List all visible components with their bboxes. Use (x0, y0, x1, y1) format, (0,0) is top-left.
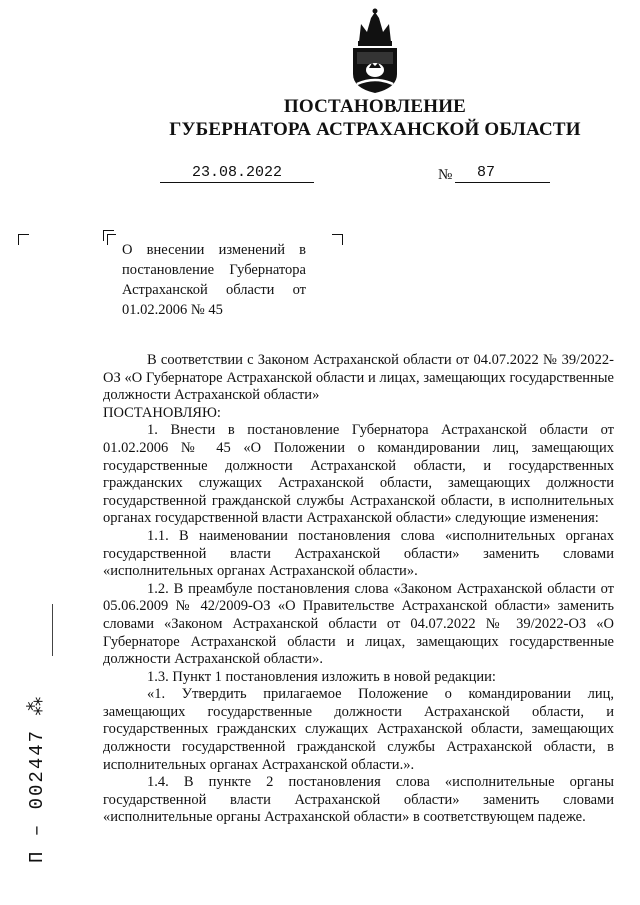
coat-of-arms-emblem (343, 8, 407, 94)
right-corner-mark (332, 234, 343, 245)
document-title-line2: ГУБЕРНАТОРА АСТРАХАНСКОЙ ОБЛАСТИ (169, 119, 581, 140)
left-corner-mark (18, 234, 29, 245)
decree-word: ПОСТАНОВЛЯЮ: (103, 404, 221, 421)
document-subject: О внесении изменений в постановление Губернатора Астраханской области от 01.02.2006 № 45 (122, 242, 306, 318)
document-title-line1: ПОСТАНОВЛЕНИЕ (283, 96, 467, 117)
paragraph-1: 1. Внести в постановление Губернатора Астраханской области от 01.02.2006 № 45 «О Положении о командировании лиц, замещающих государственные должности Астраханской области, и государственных гражданских служащих Астраханской области, замещающих должности государственной гражданской службы Астраханской области, в исполнительных органах государственной власти Астраханской области» следующие изменения: (103, 422, 614, 527)
intro-paragraph: В соответствии с Законом Астраханской области от 04.07.2022 № 39/2022-ОЗ «О Губернаторе Астраханской области и лицах, замещающих государственные должности Астраханской области» (103, 352, 614, 404)
paragraph-1-2: 1.2. В преамбуле постановления слова «Законом Астраханской области от 05.06.2009 № 42/2009-ОЗ «О Правительстве Астраханской области» заменить словами «Законом Астраханской области от 04.07.2022 № 39/2022-ОЗ «О Губернаторе Астраханской области и лицах, замещающих государственные должности Астраханской области». (103, 580, 614, 668)
document-body (103, 352, 614, 827)
document-number: 87 (455, 164, 550, 183)
margin-line (52, 604, 53, 656)
paragraph-1-3: 1.3. Пункт 1 постановления изложить в новой редакции: (147, 668, 496, 685)
paragraph-1-4: 1.4. В пункте 2 постановления слова «исполнительные органы государственной власти Астраханской области» заменить словами «исполнительные органы Астраханской области» в соответствующем падеже. (103, 774, 614, 826)
serial-stamp: П – 002447 ⁂ (26, 694, 48, 863)
document-date: 23.08.2022 (160, 164, 314, 183)
subject-corner-mark-inner (107, 234, 116, 245)
paragraph-1-1: 1.1. В наименовании постановления слова «исполнительных органах государственной власти Астраханской области» заменить словами «исполнительных органах Астраханской области». (103, 527, 614, 580)
paragraph-1-3-quote: «1. Утвердить прилагаемое Положение о командировании лиц, замещающих государственные должности Астраханской области, и государственных гражданских служащих Астраханской области, замещающих должности государственной гражданской службы Астраханской области, в исполнительных органах Астраханской области.». (103, 686, 614, 773)
number-sign: № (438, 167, 453, 183)
